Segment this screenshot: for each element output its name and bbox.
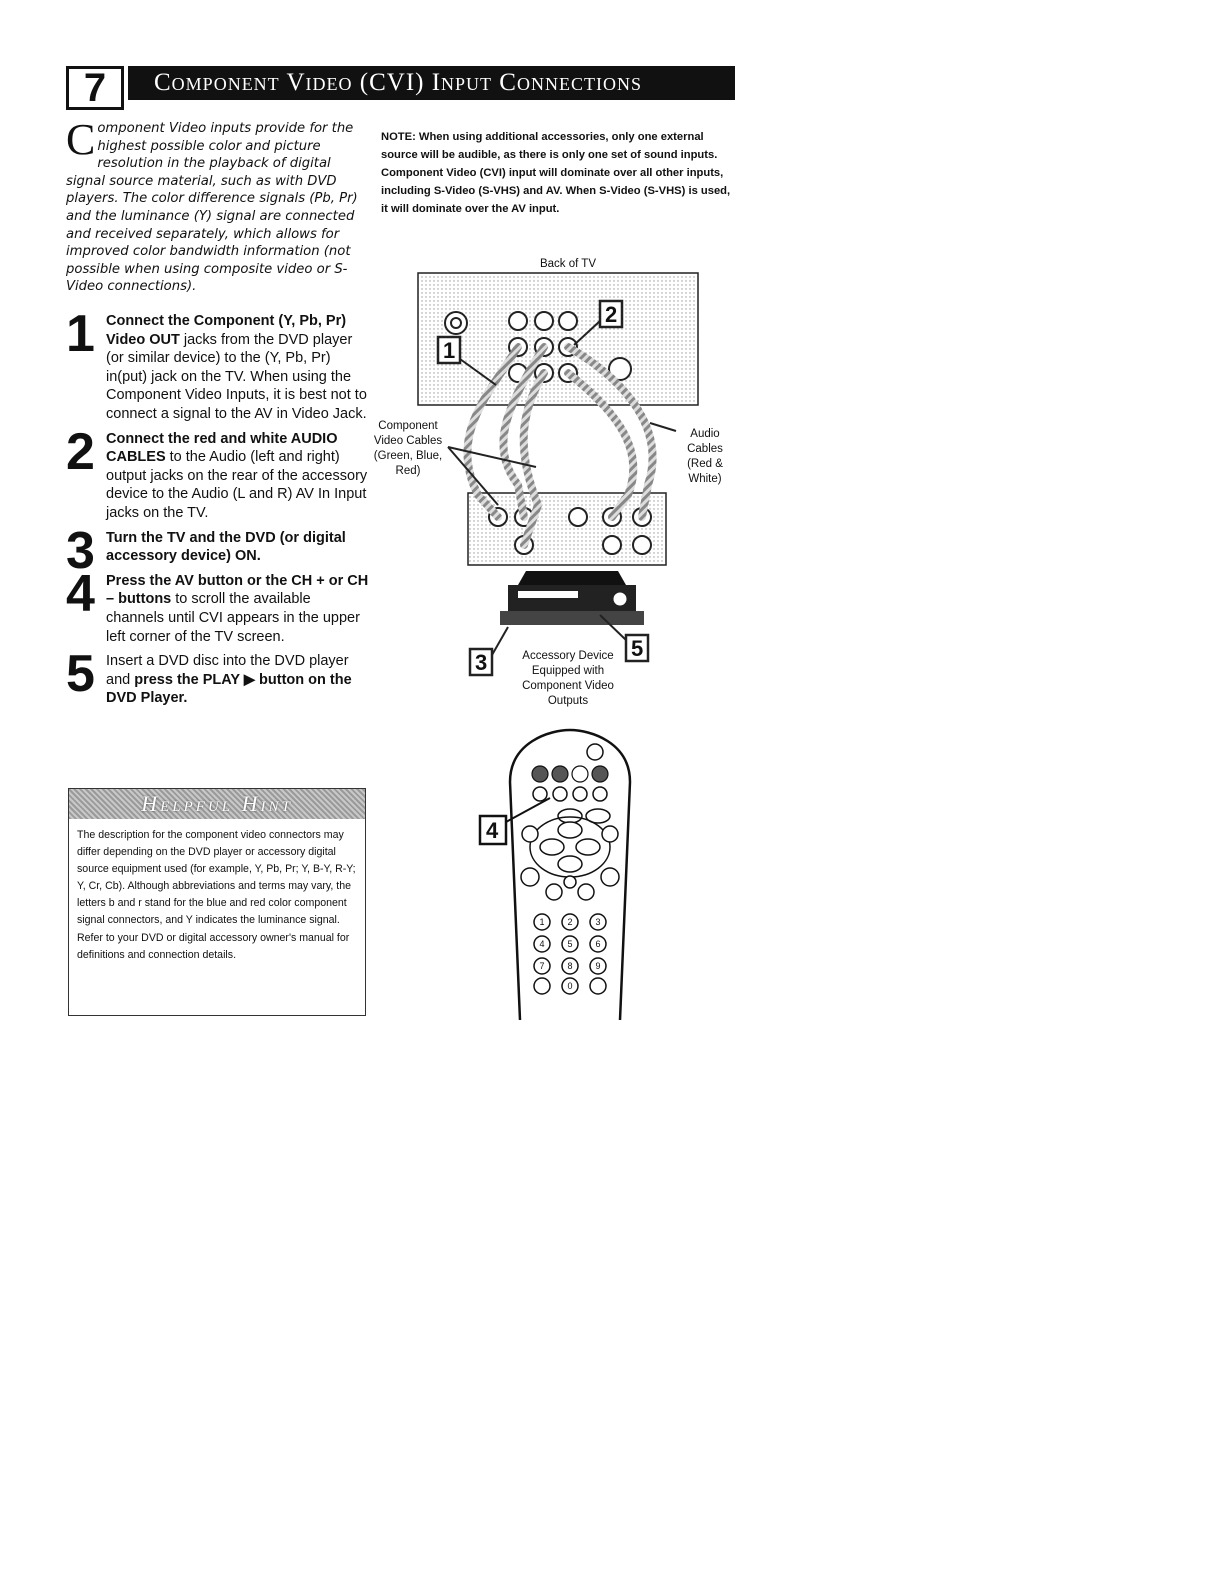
hint-title: Helpful Hint <box>69 789 365 819</box>
step-bold: Connect the red and white AUDIO CABLES <box>106 430 338 466</box>
connection-diagram <box>368 255 748 725</box>
hint-text: The description for the component video connectors may differ depending on the DVD player or accessory digital source equipment used (for example, Y, Pb, Pr; Y, B-Y, R-Y; Y, Cr, Cb). Although abbreviations and terms may vary, the letters b and r stand for the blue and red color component signal connectors, and Y indicates the luminance signal. Refer to your DVD or digital accessory owner's manual for definitions and connection details. <box>77 829 356 961</box>
step-number: 4 <box>66 564 95 623</box>
step-number: 1 <box>66 305 95 363</box>
step-bold: press the PLAY ▶ button on the DVD Player. <box>106 671 352 707</box>
step-1 <box>66 305 370 424</box>
audio-cables-label: Audio Cables (Red & White) <box>687 428 723 485</box>
component-cables-label: Component Video Cables (Green, Blue, Red) <box>373 420 443 477</box>
page-title: Component Video (CVI) Input Connections <box>128 66 735 100</box>
step-text: jacks from the DVD player (or similar device) to the (Y, Pb, Pr) in(put) jack on the TV. When using the Component Video Inputs, it is best not to connect a signal to the AV in Video Jack. <box>106 331 367 422</box>
accessory-device-label: Accessory Device Equipped with Component Video Outputs <box>522 650 614 707</box>
svg-text:9: 9 <box>595 961 601 971</box>
svg-text:1: 1 <box>539 917 545 927</box>
svg-text:2: 2 <box>567 917 573 927</box>
remote-control-illustration <box>470 722 670 1022</box>
section-number: 7 <box>66 66 124 110</box>
step-text: to the Audio (left and right) output jacks on the rear of the accessory device to the Audio (L and R) AV In Input jacks on the TV. <box>106 449 368 521</box>
section-header <box>66 66 735 110</box>
power-button-icon <box>587 744 603 760</box>
svg-text:4: 4 <box>539 939 545 949</box>
step-number: 5 <box>66 645 95 704</box>
step-4 <box>66 564 370 646</box>
step-number: 2 <box>66 422 95 481</box>
steps-list <box>66 305 370 714</box>
intro-paragraph <box>66 115 362 296</box>
step-5 <box>66 645 370 708</box>
note-paragraph: NOTE: When using additional accessories, only one external source will be audible, as there is only one set of sound inputs. Component Video (CVI) input will dominate over all other inputs, including S-Video (S-VHS) and AV. When S-Video (S-VHS) is used, it will dominate over the AV input. <box>381 131 731 215</box>
svg-text:5: 5 <box>567 939 573 949</box>
svg-text:6: 6 <box>595 939 601 949</box>
drop-cap: C <box>66 115 96 164</box>
step-pre: Insert a DVD disc into the DVD player and <box>106 653 349 688</box>
step-bold: Connect the Component (Y, Pb, Pr) Video OUT <box>106 313 347 348</box>
callout-2: 2 <box>605 302 618 327</box>
callout-3: 3 <box>475 650 488 675</box>
back-of-tv-label: Back of TV <box>539 258 597 270</box>
svg-text:3: 3 <box>595 917 601 927</box>
step-2 <box>66 422 370 523</box>
step-text: to scroll the available channels until CVI appears in the upper left corner of the TV screen. <box>106 591 360 645</box>
step-number: 3 <box>66 521 95 580</box>
svg-text:0: 0 <box>567 981 573 991</box>
step-3 <box>66 521 370 580</box>
step-bold: Turn the TV and the DVD (or digital accessory device) ON. <box>106 529 346 565</box>
helpful-hint-box <box>68 788 366 1016</box>
callout-5: 5 <box>631 636 644 661</box>
step-bold: Press the AV button or the CH + or CH – buttons <box>106 572 369 608</box>
intro-text: omponent Video inputs provide for the highest possible color and picture resolution in the playback of digital signal source material, such as with DVD players. The color difference signals (Pb, Pr) and the luminance (Y) signal are connected and received separately, which allows for improved color bandwidth information (not possible when using composite video or S-Video connections). <box>66 121 358 295</box>
svg-text:7: 7 <box>539 961 545 971</box>
callout-4: 4 <box>486 818 499 843</box>
callout-1: 1 <box>443 338 456 363</box>
svg-text:8: 8 <box>567 961 573 971</box>
